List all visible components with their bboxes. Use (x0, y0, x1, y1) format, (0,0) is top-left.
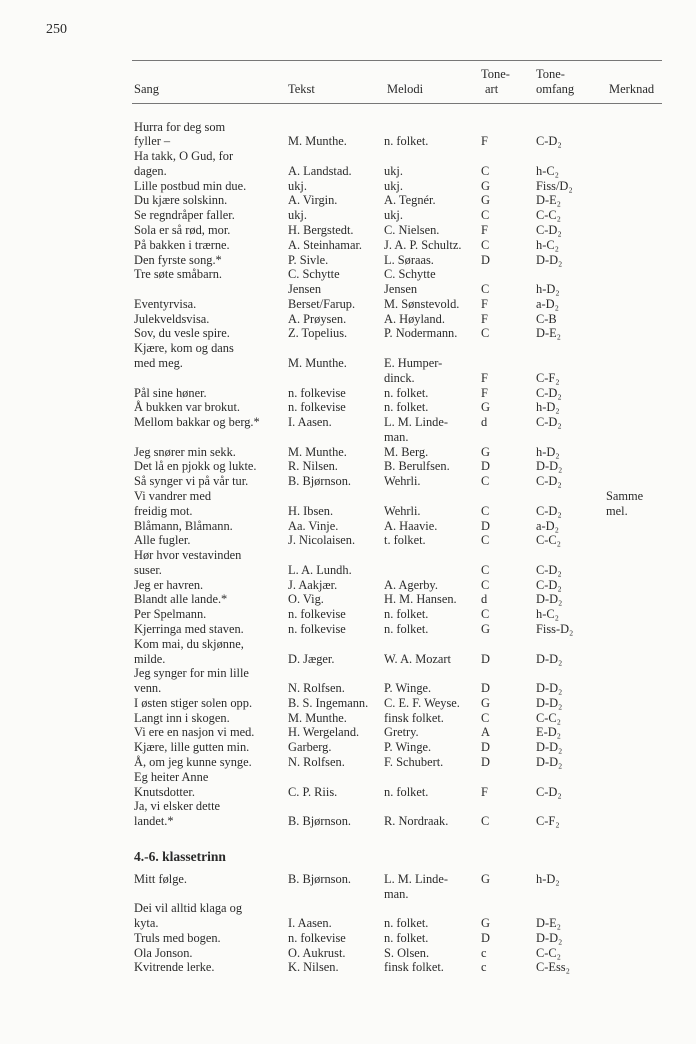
cell-melodi: t. folket. (384, 533, 426, 548)
cell-omfang: h-C₂ (536, 163, 559, 178)
cell-omfang: C-D₂ (536, 562, 562, 577)
cell-melodi: L. M. Linde- (384, 415, 449, 430)
cell-melodi: C. Schytte (384, 267, 436, 282)
cell-melodi: man. (384, 429, 409, 444)
cell-melodi: A. Haavie. (384, 518, 438, 533)
cell-toneart: d (481, 415, 488, 430)
table-row (0, 282, 696, 297)
cell-sang: Jeg synger for min lille (134, 666, 249, 681)
table-row (0, 637, 696, 652)
cell-toneart: C (481, 607, 490, 622)
cell-sang: Kom mai, du skjønne, (134, 636, 244, 651)
cell-melodi: F. Schubert. (384, 755, 444, 770)
cell-merknad: mel. (606, 503, 628, 518)
cell-toneart: C (481, 503, 490, 518)
cell-tekst: A. Virgin. (288, 193, 338, 208)
cell-omfang: h-C₂ (536, 237, 559, 252)
cell-toneart: F (481, 134, 488, 149)
cell-sang: Hør hvor vestavinden (134, 548, 242, 563)
cell-melodi: E. Humper- (384, 355, 443, 370)
cell-omfang: D-D₂ (536, 930, 563, 945)
cell-tekst: C. P. Riis. (288, 784, 338, 799)
cell-sang: kyta. (134, 916, 159, 931)
table-row (0, 356, 696, 371)
table-row (0, 415, 696, 430)
cell-tekst: I. Aasen. (288, 916, 332, 931)
cell-omfang: h-D₂ (536, 872, 560, 886)
table-row (0, 149, 696, 164)
cell-omfang: C-B (536, 311, 557, 326)
table-row (0, 711, 696, 726)
table-row (0, 607, 696, 622)
cell-toneart: G (481, 400, 490, 415)
cell-tekst: J. Aakjær. (288, 577, 338, 592)
cell-omfang: a-D₂ (536, 518, 559, 533)
cell-toneart: G (481, 916, 490, 931)
cell-tekst: n. folkevise (288, 400, 346, 415)
cell-toneart: A (481, 725, 490, 740)
table-row (0, 622, 696, 637)
cell-toneart: D (481, 740, 490, 755)
table-row (0, 548, 696, 563)
cell-toneart: G (481, 622, 490, 637)
header-toneomfang-line2: omfang (536, 82, 575, 96)
cell-melodi: Wehrli. (384, 503, 421, 518)
cell-omfang: C-D₂ (536, 784, 562, 799)
cell-toneart: D (481, 930, 490, 945)
cell-sang: dagen. (134, 163, 167, 178)
table-row (0, 681, 696, 696)
cell-tekst: A. Prøysen. (288, 311, 347, 326)
table-row (0, 946, 696, 961)
table-row (0, 208, 696, 223)
cell-omfang: C-D₂ (536, 577, 562, 592)
table-row (0, 312, 696, 327)
cell-toneart: F (481, 385, 488, 400)
table-row (0, 474, 696, 489)
table-row (0, 341, 696, 356)
cell-omfang: D-D₂ (536, 651, 563, 666)
cell-melodi: dinck. (384, 370, 415, 385)
cell-sang: Den fyrste song.* (134, 252, 222, 267)
cell-tekst: Aa. Vinje. (288, 518, 339, 533)
cell-tekst: N. Rolfsen. (288, 681, 345, 696)
table-row (0, 134, 696, 149)
cell-tekst: L. A. Lundh. (288, 562, 352, 577)
cell-sang: Hurra for deg som (134, 119, 226, 134)
cell-omfang: C-D₂ (536, 474, 562, 489)
cell-melodi: P. Winge. (384, 681, 432, 696)
cell-tekst: O. Aukrust. (288, 945, 346, 960)
table-row (0, 755, 696, 770)
table-row (0, 740, 696, 755)
cell-tekst: A. Steinhamar. (288, 237, 362, 252)
cell-sang: Ha takk, O Gud, for (134, 149, 234, 164)
cell-toneart: C (481, 237, 490, 252)
cell-sang: Lille postbud min due. (134, 178, 247, 193)
cell-toneart: G (481, 695, 490, 710)
cell-toneart: G (481, 872, 490, 886)
table-row (0, 785, 696, 800)
table-row (0, 120, 696, 135)
cell-toneart: F (481, 370, 488, 385)
cell-sang: Kvitrende lerke. (134, 960, 215, 975)
cell-tekst: Garberg. (288, 740, 332, 755)
table-row (0, 267, 696, 282)
cell-toneart: G (481, 178, 490, 193)
table-row (0, 430, 696, 445)
cell-sang: Ja, vi elsker dette (134, 799, 221, 814)
cell-melodi: n. folket. (384, 622, 429, 637)
table-row (0, 652, 696, 667)
cell-toneart: F (481, 311, 488, 326)
cell-toneart: C (481, 474, 490, 489)
cell-sang: På bakken i trærne. (134, 237, 230, 252)
cell-omfang: C-D₂ (536, 222, 562, 237)
table-row (0, 931, 696, 946)
cell-toneart: D (481, 681, 490, 696)
cell-melodi: n. folket. (384, 607, 429, 622)
cell-tekst: B. S. Ingemann. (288, 695, 369, 710)
cell-toneart: F (481, 296, 488, 311)
cell-toneart: D (481, 518, 490, 533)
cell-tekst: D. Jæger. (288, 651, 335, 666)
cell-sang: Per Spelmann. (134, 607, 207, 622)
cell-tekst: O. Vig. (288, 592, 324, 607)
cell-tekst: B. Bjørnson. (288, 474, 351, 489)
cell-omfang: D-E₂ (536, 326, 561, 341)
cell-tekst: K. Nilsen. (288, 960, 339, 975)
cell-toneart: F (481, 784, 488, 799)
table-row (0, 533, 696, 548)
table-row (0, 371, 696, 386)
cell-omfang: h-D₂ (536, 282, 560, 297)
cell-tekst: B. Bjørnson. (288, 872, 351, 886)
table-row (0, 193, 696, 208)
cell-toneart: C (481, 814, 490, 829)
cell-melodi: C. E. F. Weyse. (384, 695, 460, 710)
cell-melodi: R. Nordraak. (384, 814, 449, 829)
header-tekst: Tekst (288, 82, 315, 96)
cell-toneart: C (481, 533, 490, 548)
cell-toneart: C (481, 577, 490, 592)
table-row (0, 445, 696, 460)
cell-toneart: G (481, 444, 490, 459)
table-row (0, 916, 696, 931)
cell-sang: Se regndråper faller. (134, 208, 235, 223)
cell-sang: Ola Jonson. (134, 945, 193, 960)
cell-melodi: M. Berg. (384, 444, 429, 459)
table-row (0, 901, 696, 916)
cell-tekst: H. Bergstedt. (288, 222, 354, 237)
cell-melodi: A. Høyland. (384, 311, 445, 326)
header-melodi: Melodi (387, 82, 424, 96)
cell-sang: suser. (134, 562, 162, 577)
cell-omfang: Fiss/D₂ (536, 178, 573, 193)
cell-omfang: D-D₂ (536, 459, 563, 474)
cell-sang: venn. (134, 681, 162, 696)
cell-omfang: a-D₂ (536, 296, 559, 311)
cell-tekst: P. Sivle. (288, 252, 329, 267)
cell-tekst: J. Nicolaisen. (288, 533, 356, 548)
cell-merknad: Samme (606, 489, 644, 503)
cell-toneart: D (481, 755, 490, 770)
cell-omfang: C-D₂ (536, 415, 562, 430)
table-top-rule (132, 60, 662, 61)
cell-omfang: C-D₂ (536, 503, 562, 518)
table-row (0, 770, 696, 785)
cell-sang: Blåmann, Blåmann. (134, 518, 233, 533)
cell-sang: Dei vil alltid klaga og (134, 901, 243, 916)
table-row (0, 400, 696, 415)
cell-tekst: M. Munthe. (288, 710, 347, 725)
cell-melodi: H. M. Hansen. (384, 592, 457, 607)
cell-melodi: C. Nielsen. (384, 222, 440, 237)
cell-tekst: M. Munthe. (288, 355, 347, 370)
header-merknad: Merknad (609, 82, 655, 96)
cell-sang: Julekveldsvisa. (134, 311, 210, 326)
cell-sang: Eventyrvisa. (134, 296, 197, 311)
table-row (0, 725, 696, 740)
cell-omfang: D-D₂ (536, 740, 563, 755)
cell-melodi: ukj. (384, 163, 403, 178)
cell-tekst: H. Wergeland. (288, 725, 360, 740)
cell-sang: Pål sine høner. (134, 385, 207, 400)
cell-tekst: Jensen (288, 282, 322, 297)
table-row (0, 887, 696, 902)
cell-tekst: C. Schytte (288, 267, 340, 282)
cell-toneart: d (481, 592, 488, 607)
cell-tekst: R. Nilsen. (288, 459, 338, 474)
table-row (0, 326, 696, 341)
cell-sang: Så synger vi på vår tur. (134, 474, 249, 489)
cell-melodi: n. folket. (384, 784, 429, 799)
section-heading: 4.-6. klassetrinn (134, 849, 226, 864)
table-row (0, 164, 696, 179)
table-row (0, 666, 696, 681)
cell-toneart: C (481, 208, 490, 223)
cell-sang: Å bukken var brokut. (134, 400, 240, 415)
table-row (0, 799, 696, 814)
cell-omfang: C-C₂ (536, 533, 561, 548)
cell-sang: Sola er så rød, mor. (134, 222, 231, 237)
cell-melodi: Jensen (384, 282, 418, 297)
cell-omfang: C-F₂ (536, 370, 560, 385)
cell-toneart: C (481, 163, 490, 178)
cell-toneart: C (481, 282, 490, 297)
cell-melodi: M. Sønstevold. (384, 296, 460, 311)
header-toneart-line2: art (485, 82, 499, 96)
cell-sang: Sov, du vesle spire. (134, 326, 230, 341)
cell-sang: Tre søte småbarn. (134, 267, 222, 282)
cell-melodi: man. (384, 886, 409, 901)
cell-melodi: P. Nodermann. (384, 326, 458, 341)
table-row (0, 504, 696, 519)
cell-tekst: B. Bjørnson. (288, 814, 351, 829)
cell-tekst: N. Rolfsen. (288, 755, 345, 770)
cell-omfang: D-D₂ (536, 755, 563, 770)
cell-tekst: A. Landstad. (288, 163, 352, 178)
table-row (0, 489, 696, 504)
cell-omfang: C-D₂ (536, 385, 562, 400)
cell-sang: Jeg snører min sekk. (134, 444, 236, 459)
table-row (0, 253, 696, 268)
cell-melodi: S. Olsen. (384, 945, 430, 960)
table-row (0, 696, 696, 711)
cell-toneart: c (481, 945, 487, 960)
cell-sang: Vi ere en nasjon vi med. (134, 725, 255, 740)
cell-omfang: C-F₂ (536, 814, 560, 829)
cell-toneart: c (481, 960, 487, 975)
cell-sang: Langt inn i skogen. (134, 710, 230, 725)
cell-melodi: ukj. (384, 178, 403, 193)
cell-melodi: L. M. Linde- (384, 872, 449, 886)
cell-sang: milde. (134, 651, 166, 666)
cell-melodi: Wehrli. (384, 474, 421, 489)
table-row (0, 223, 696, 238)
table-row (0, 872, 696, 887)
cell-sang: Vi vandrer med (134, 489, 212, 503)
cell-omfang: E-D₂ (536, 725, 561, 740)
cell-sang: med meg. (134, 355, 183, 370)
table-row (0, 297, 696, 312)
table-row (0, 814, 696, 829)
cell-omfang: h-D₂ (536, 400, 560, 415)
cell-omfang: Fiss-D₂ (536, 622, 574, 637)
cell-sang: landet.* (134, 814, 174, 829)
cell-tekst: n. folkevise (288, 622, 346, 637)
cell-tekst: I. Aasen. (288, 415, 332, 430)
cell-melodi: n. folket. (384, 930, 429, 945)
cell-melodi: n. folket. (384, 134, 429, 149)
cell-melodi: A. Agerby. (384, 577, 438, 592)
cell-sang: Knutsdotter. (134, 784, 195, 799)
cell-tekst: H. Ibsen. (288, 503, 334, 518)
page-number: 250 (46, 22, 67, 37)
cell-toneart: G (481, 193, 490, 208)
cell-sang: Du kjære solskinn. (134, 193, 228, 208)
cell-tekst: Z. Topelius. (288, 326, 348, 341)
table-header-rule (132, 103, 662, 104)
cell-omfang: C-D₂ (536, 134, 562, 149)
cell-tekst: ukj. (288, 208, 307, 223)
cell-omfang: D-D₂ (536, 592, 563, 607)
cell-melodi: J. A. P. Schultz. (384, 237, 462, 252)
cell-tekst: n. folkevise (288, 385, 346, 400)
cell-melodi: n. folket. (384, 400, 429, 415)
table-row (0, 179, 696, 194)
cell-sang: Kjære, kom og dans (134, 341, 234, 356)
cell-sang: Jeg er havren. (134, 577, 204, 592)
table-row (0, 238, 696, 253)
header-toneomfang-line1: Tone- (536, 67, 565, 81)
cell-omfang: D-E₂ (536, 916, 561, 931)
cell-melodi: B. Berulfsen. (384, 459, 450, 474)
cell-melodi: Gretry. (384, 725, 419, 740)
header-sang: Sang (134, 82, 159, 96)
cell-sang: I østen stiger solen opp. (134, 695, 253, 710)
table-row (0, 960, 696, 975)
cell-omfang: h-D₂ (536, 444, 560, 459)
cell-melodi: finsk folket. (384, 710, 444, 725)
cell-tekst: n. folkevise (288, 930, 346, 945)
cell-sang: Blandt alle lande.* (134, 592, 228, 607)
cell-omfang: C-C₂ (536, 945, 561, 960)
table-row (0, 386, 696, 401)
cell-sang: Eg heiter Anne (134, 769, 209, 784)
cell-tekst: M. Munthe. (288, 444, 347, 459)
cell-sang: Mellom bakkar og berg.* (134, 415, 260, 430)
table-row (0, 578, 696, 593)
cell-tekst: M. Munthe. (288, 134, 347, 149)
cell-toneart: C (481, 326, 490, 341)
table-row (0, 459, 696, 474)
cell-sang: Kjerringa med staven. (134, 622, 244, 637)
cell-omfang: C-Ess₂ (536, 960, 570, 975)
cell-sang: Kjære, lille gutten min. (134, 740, 250, 755)
cell-melodi: L. Søraas. (384, 252, 434, 267)
cell-toneart: D (481, 651, 490, 666)
cell-melodi: ukj. (384, 208, 403, 223)
cell-omfang: D-D₂ (536, 252, 563, 267)
cell-omfang: C-C₂ (536, 710, 561, 725)
cell-tekst: Berset/Farup. (288, 296, 356, 311)
table-row (0, 592, 696, 607)
cell-omfang: D-E₂ (536, 193, 561, 208)
cell-toneart: D (481, 459, 490, 474)
cell-melodi: P. Winge. (384, 740, 432, 755)
cell-sang: Alle fugler. (134, 533, 191, 548)
cell-omfang: D-D₂ (536, 681, 563, 696)
cell-sang: Å, om jeg kunne synge. (134, 755, 252, 770)
cell-omfang: h-C₂ (536, 607, 559, 622)
cell-toneart: C (481, 562, 490, 577)
cell-toneart: F (481, 222, 488, 237)
cell-melodi: finsk folket. (384, 960, 444, 975)
cell-omfang: C-C₂ (536, 208, 561, 223)
cell-omfang: D-D₂ (536, 695, 563, 710)
cell-melodi: n. folket. (384, 385, 429, 400)
cell-tekst: n. folkevise (288, 607, 346, 622)
cell-sang: Mitt følge. (134, 872, 187, 886)
cell-sang: Truls med bogen. (134, 930, 221, 945)
cell-sang: fyller – (134, 134, 171, 149)
cell-sang: Det lå en pjokk og lukte. (134, 459, 257, 474)
table-row (0, 519, 696, 534)
cell-melodi: W. A. Mozart (384, 651, 451, 666)
cell-sang: freidig mot. (134, 503, 193, 518)
cell-melodi: A. Tegnér. (384, 193, 436, 208)
header-toneart-line1: Tone- (481, 67, 510, 81)
cell-tekst: ukj. (288, 178, 307, 193)
cell-melodi: n. folket. (384, 916, 429, 931)
table-row (0, 563, 696, 578)
cell-toneart: D (481, 252, 490, 267)
cell-toneart: C (481, 710, 490, 725)
